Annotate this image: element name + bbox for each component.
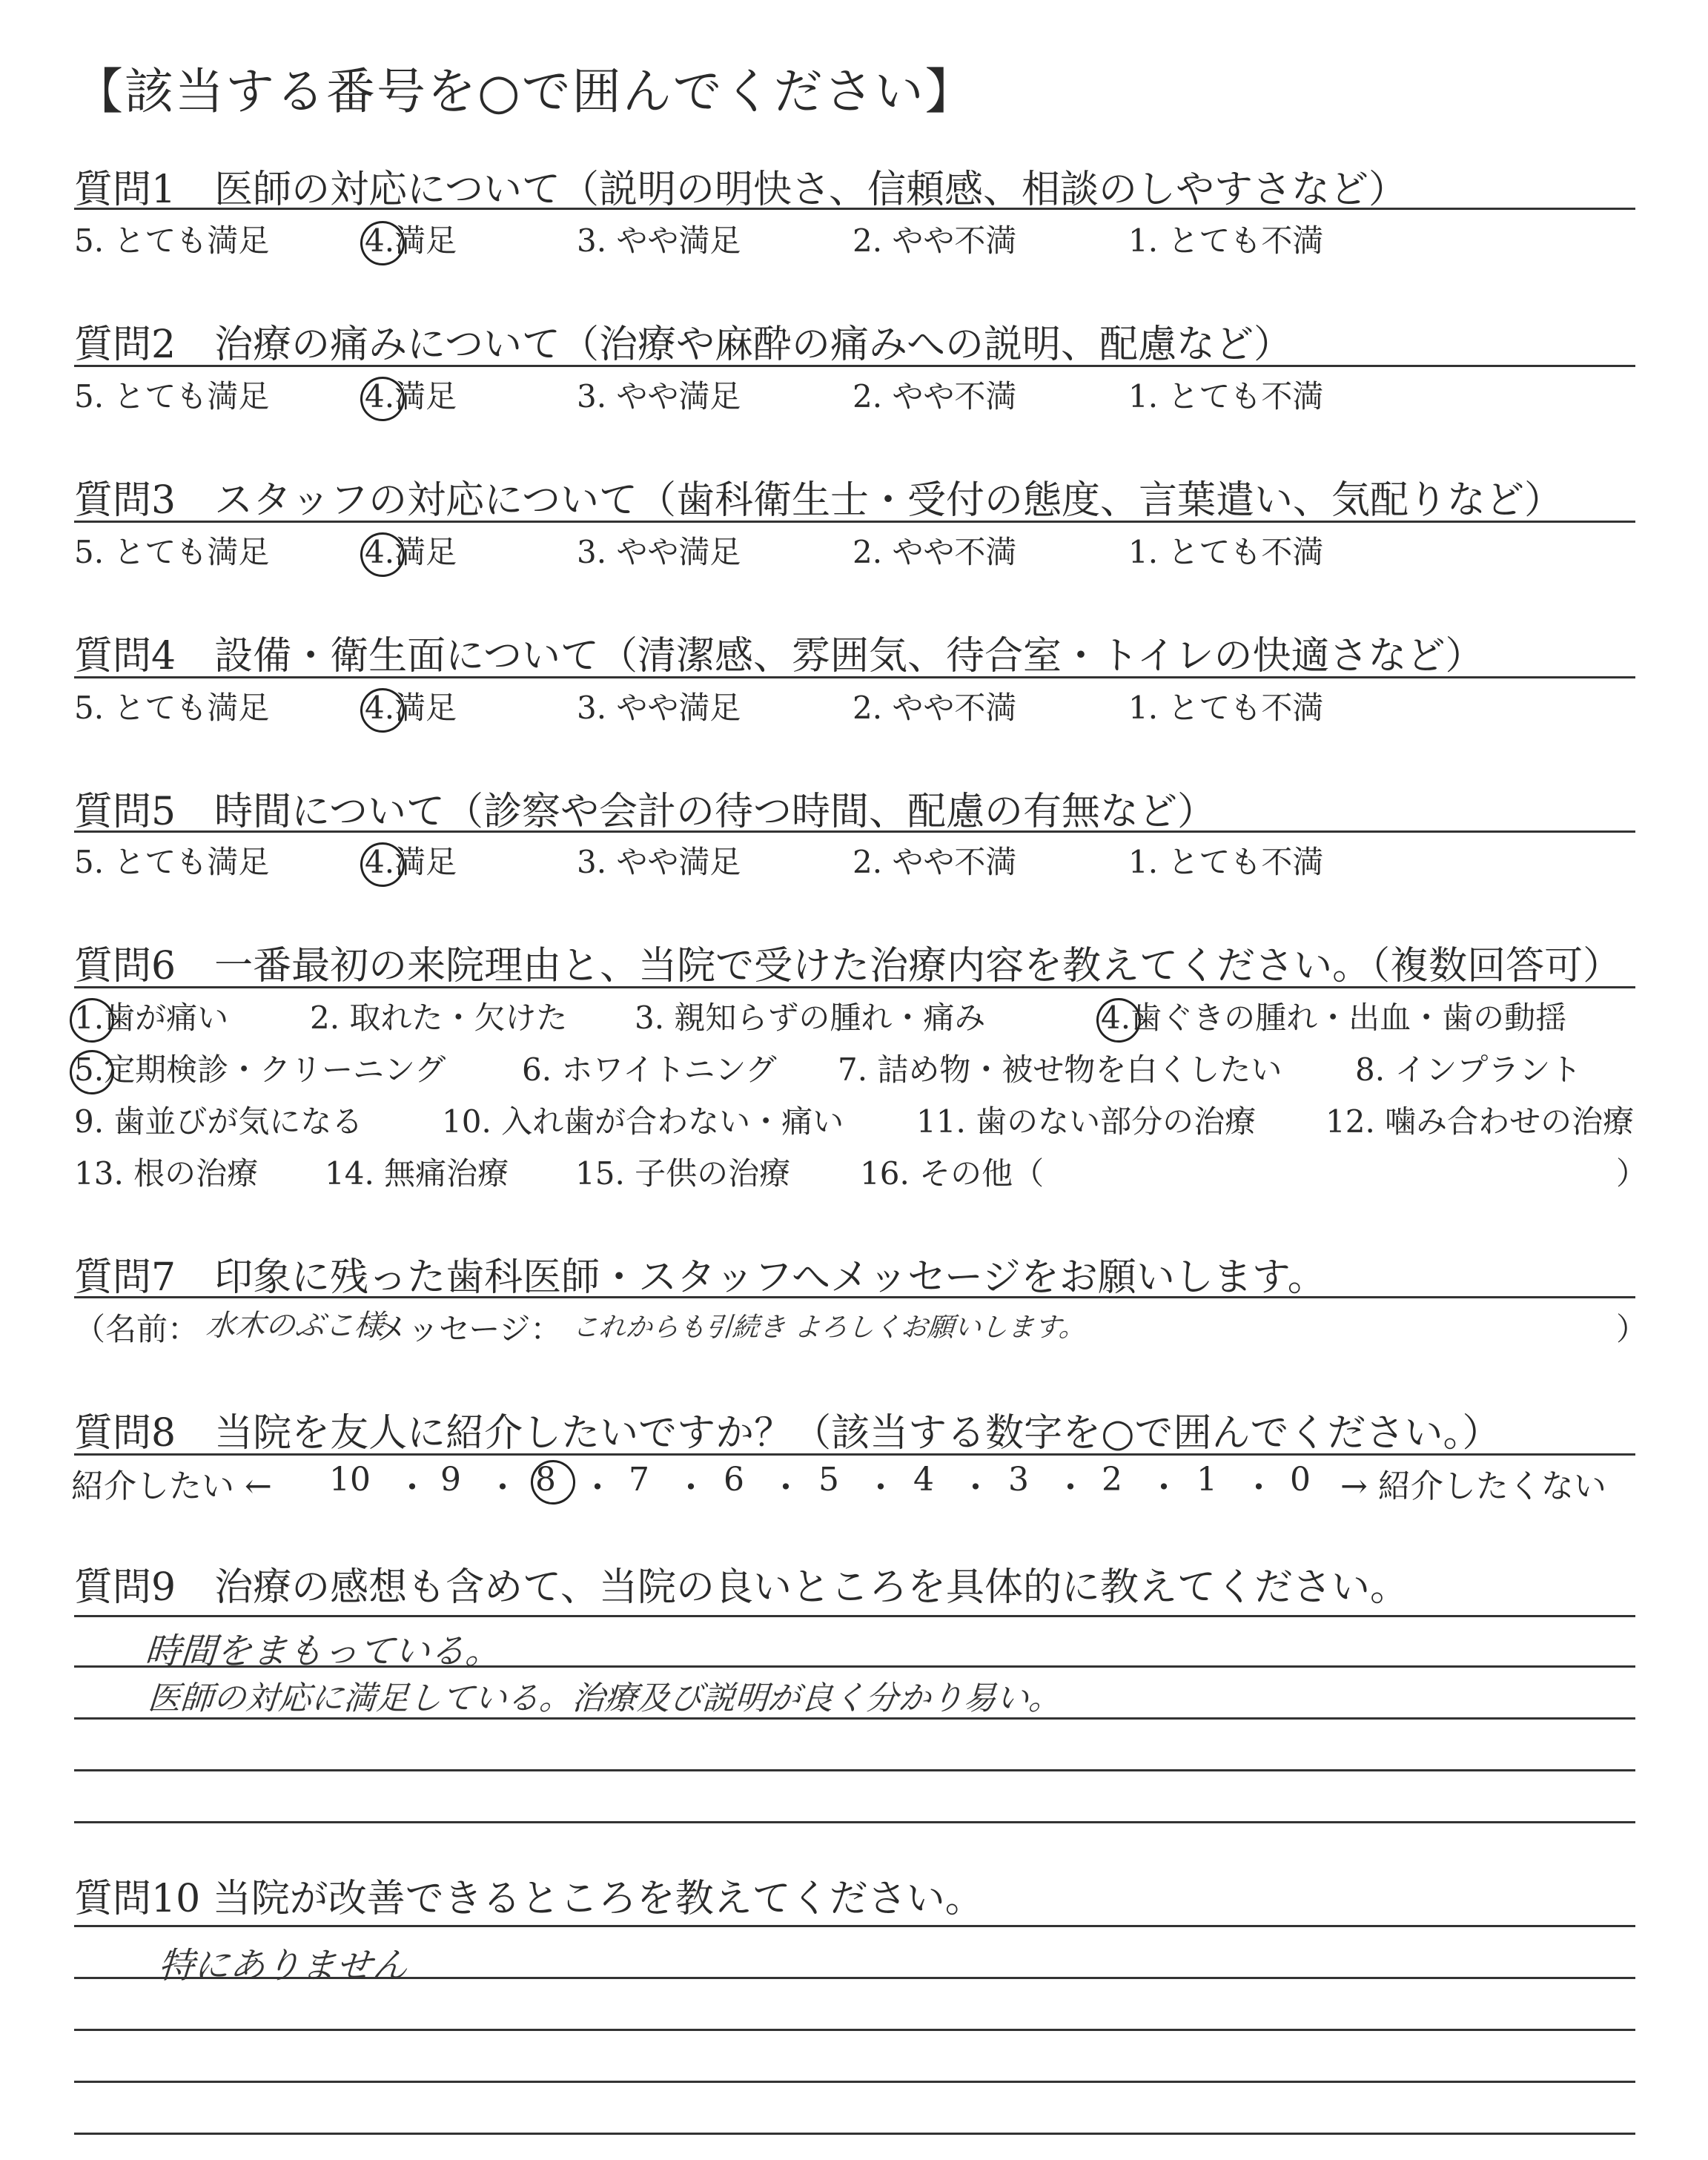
q10-line-5	[74, 2133, 1635, 2135]
q8-scale-5[interactable]: 5	[818, 1461, 839, 1499]
q2-rule	[74, 365, 1635, 367]
q8-dot-2: ・	[486, 1469, 519, 1507]
q10-title: 質問10 当院が改善できるところを教えてください。	[74, 1877, 984, 1921]
q5-opt-4-selected[interactable]	[365, 838, 457, 882]
q3-opt-5[interactable]: 5. とても満足	[74, 534, 270, 570]
q5-opt-2[interactable]: 2. やや不満	[853, 844, 1017, 880]
q9-title: 質問9 治療の感想も含めて、当院の良いところを具体的に教えてください。	[74, 1565, 1409, 1610]
q5-opt-5[interactable]: 5. とても満足	[74, 844, 270, 880]
q9-line-4	[74, 1769, 1635, 1771]
q4-opt-3[interactable]: 3. やや満足	[577, 690, 741, 726]
q1-opt-4-label: 満足	[394, 222, 457, 259]
q6-item-4-selected[interactable]	[1101, 994, 1566, 1038]
q8-scale-3[interactable]: 3	[1008, 1461, 1029, 1499]
q6-item-5-label: 定期検診・クリーニング	[104, 1051, 446, 1088]
q7-rule	[74, 1296, 1635, 1298]
q6-item-1-number: 1.	[74, 1000, 105, 1036]
q1-opt-2[interactable]: 2. やや不満	[853, 222, 1017, 259]
q7-name-prefix: （名前：	[74, 1311, 199, 1347]
q2-opt-4-number: 4.	[365, 378, 395, 415]
q4-rule	[74, 676, 1635, 678]
q8-dot-4: ・	[675, 1469, 707, 1507]
q8-dot-3: ・	[581, 1469, 614, 1507]
q5-opt-4-number: 4.	[365, 844, 395, 880]
q2-opt-1[interactable]: 1. とても不満	[1128, 378, 1324, 415]
q10-line-3	[74, 2029, 1635, 2031]
q10-handwritten-line-1[interactable]: 特にありません	[156, 1945, 409, 1986]
q8-scale-4[interactable]: 4	[913, 1461, 934, 1499]
q7-message-prefix: メッセージ：	[377, 1311, 562, 1347]
q8-dot-9: ・	[1148, 1469, 1180, 1507]
q6-item-5-selected[interactable]	[74, 1046, 446, 1090]
q4-opt-4-selected[interactable]	[365, 684, 457, 728]
q10-line-4	[74, 2081, 1635, 2083]
q6-item-9[interactable]: 9. 歯並びが気になる	[74, 1103, 363, 1140]
q6-item-3[interactable]: 3. 親知らずの腫れ・痛み	[635, 1000, 986, 1036]
q6-rule	[74, 986, 1635, 988]
q8-dot-10: ・	[1242, 1469, 1275, 1507]
q1-opt-3[interactable]: 3. やや満足	[577, 222, 741, 259]
q3-opt-2[interactable]: 2. やや不満	[853, 534, 1017, 570]
q4-opt-4-label: 満足	[394, 690, 457, 726]
instruction-header: 【該当する番号を○で囲んでください】	[74, 63, 976, 120]
q8-title: 質問8 当院を友人に紹介したいですか？（該当する数字を○で囲んでください。）	[74, 1411, 1501, 1456]
q6-item-15[interactable]: 15. 子供の治療	[575, 1155, 791, 1192]
q8-rule	[74, 1453, 1635, 1456]
q6-item-7[interactable]: 7. 詰め物・被せ物を白くしたい	[838, 1051, 1282, 1088]
q6-item-11[interactable]: 11. 歯のない部分の治療	[916, 1103, 1257, 1140]
q8-scale-7[interactable]: 7	[629, 1461, 649, 1499]
q9-handwritten-line-2[interactable]: 医師の対応に満足している。治療及び説明が良く分かり易い。	[146, 1680, 1063, 1717]
q8-scale-8-number: 8	[535, 1461, 556, 1499]
q7-name-handwritten[interactable]: 水木のぶこ様	[205, 1309, 385, 1343]
q3-rule	[74, 521, 1635, 523]
q8-dot-1: ・	[396, 1469, 428, 1507]
q7-title: 質問7 印象に残った歯科医師・スタッフへメッセージをお願いします。	[74, 1255, 1326, 1300]
q2-opt-4-label: 満足	[394, 378, 457, 415]
q6-item-2[interactable]: 2. 取れた・欠けた	[310, 1000, 568, 1036]
q6-item-8[interactable]: 8. インプラント	[1355, 1051, 1582, 1088]
q8-dot-6: ・	[864, 1469, 897, 1507]
q8-scale-8-selected[interactable]	[535, 1461, 556, 1499]
q8-scale-6[interactable]: 6	[724, 1461, 744, 1499]
q8-right-label: → 紹介したくない	[1340, 1467, 1606, 1505]
q9-line-1	[74, 1615, 1635, 1617]
q5-opt-3[interactable]: 3. やや満足	[577, 844, 741, 880]
q4-opt-4-number: 4.	[365, 690, 395, 726]
q8-scale-1[interactable]: 1	[1196, 1461, 1217, 1499]
q7-close: ）	[1616, 1311, 1648, 1347]
q2-opt-5[interactable]: 5. とても満足	[74, 378, 270, 415]
q1-opt-5[interactable]: 5. とても満足	[74, 222, 270, 259]
q5-rule	[74, 830, 1635, 833]
q7-message-handwritten[interactable]: これからも引続き よろしくお願いします。	[571, 1312, 1087, 1343]
q8-scale-9[interactable]: 9	[440, 1461, 461, 1499]
q10-line-1	[74, 1925, 1635, 1927]
q5-title: 質問5 時間について（診察や会計の待つ時間、配慮の有無など）	[74, 790, 1217, 834]
q3-title: 質問3 スタッフの対応について（歯科衛生士・受付の態度、言葉遣い、気配りなど）	[74, 478, 1563, 523]
q1-opt-4-selected[interactable]	[365, 217, 457, 261]
q6-item-10[interactable]: 10. 入れ歯が合わない・痛い	[442, 1103, 844, 1140]
q5-opt-4-label: 満足	[394, 844, 457, 880]
q6-item-4-number: 4.	[1101, 1000, 1131, 1036]
q6-item-1-label: 歯が痛い	[104, 1000, 229, 1036]
q8-scale-2[interactable]: 2	[1102, 1461, 1122, 1499]
q4-opt-2[interactable]: 2. やや不満	[853, 690, 1017, 726]
q2-opt-3[interactable]: 3. やや満足	[577, 378, 741, 415]
q4-opt-1[interactable]: 1. とても不満	[1128, 690, 1324, 726]
q1-rule	[74, 208, 1635, 210]
q3-opt-4-selected[interactable]	[365, 528, 457, 572]
q6-title: 質問6 一番最初の来院理由と、当院で受けた治療内容を教えてください。（複数回答可）	[74, 944, 1622, 988]
q6-item-6[interactable]: 6. ホワイトニング	[522, 1051, 777, 1088]
q6-item-14[interactable]: 14. 無痛治療	[325, 1155, 509, 1192]
q8-scale-0[interactable]: 0	[1290, 1461, 1311, 1499]
q1-opt-1[interactable]: 1. とても不満	[1128, 222, 1324, 259]
q8-dot-7: ・	[959, 1469, 992, 1507]
q2-opt-2[interactable]: 2. やや不満	[853, 378, 1017, 415]
q6-item-12[interactable]: 12. 噛み合わせの治療	[1325, 1103, 1635, 1140]
q6-item-5-number: 5.	[74, 1051, 105, 1088]
q8-left-label: 紹介したい ←	[71, 1467, 272, 1505]
q3-opt-1[interactable]: 1. とても不満	[1128, 534, 1324, 570]
q3-opt-3[interactable]: 3. やや満足	[577, 534, 741, 570]
q8-dot-8: ・	[1054, 1469, 1087, 1507]
q1-opt-4-number: 4.	[365, 222, 395, 259]
q1-title: 質問1 医師の対応について（説明の明快さ、信頼感、相談のしやすさなど）	[74, 168, 1407, 212]
q9-handwritten-line-1[interactable]: 時間をまもっている。	[143, 1631, 503, 1672]
q2-title: 質問2 治療の痛みについて（治療や麻酔の痛みへの説明、配慮など）	[74, 323, 1293, 367]
q2-opt-4-selected[interactable]	[365, 372, 457, 417]
q3-opt-4-label: 満足	[394, 534, 457, 570]
q6-other-close: ）	[1616, 1155, 1648, 1192]
q5-opt-1[interactable]: 1. とても不満	[1128, 844, 1324, 880]
q6-item-16[interactable]: 16. その他（	[860, 1155, 1045, 1192]
q4-opt-5[interactable]: 5. とても満足	[74, 690, 270, 726]
q3-opt-4-number: 4.	[365, 534, 395, 570]
q8-scale-10[interactable]: 10	[329, 1461, 371, 1499]
q8-dot-5: ・	[769, 1469, 802, 1507]
q4-title: 質問4 設備・衛生面について（清潔感、雰囲気、待合室・トイレの快適さなど）	[74, 634, 1484, 678]
q6-item-4-label: 歯ぐきの腫れ・出血・歯の動揺	[1131, 1000, 1567, 1036]
q6-item-1-selected[interactable]	[74, 994, 228, 1038]
q9-line-5	[74, 1821, 1635, 1823]
q6-item-13[interactable]: 13. 根の治療	[74, 1155, 259, 1192]
